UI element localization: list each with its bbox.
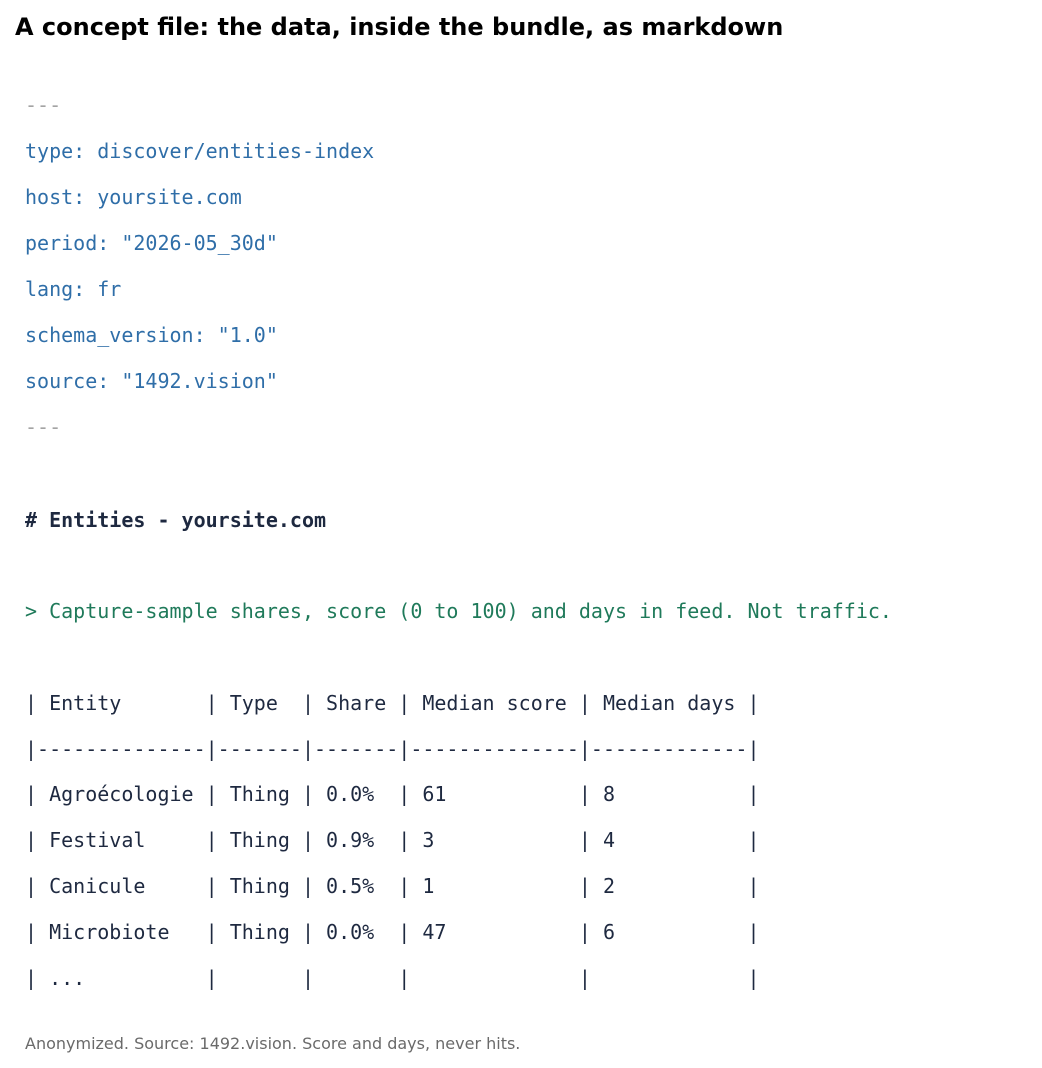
table-row: | Microbiote | Thing | 0.0% | 47 | 6 |: [25, 920, 760, 944]
frontmatter-host-line: host: yoursite.com: [25, 185, 242, 209]
markdown-blockquote: > Capture-sample shares, score (0 to 100) and days in feed. Not traffic.: [25, 599, 892, 623]
frontmatter-source-line: source: "1492.vision": [25, 369, 278, 393]
frontmatter-lang-line: lang: fr: [25, 277, 122, 301]
source-footnote: Anonymized. Source: 1492.vision. Score and days, never hits.: [25, 1034, 521, 1053]
frontmatter-close-delimiter: ---: [25, 415, 62, 439]
page-title: A concept file: the data, inside the bundle, as markdown: [15, 13, 784, 41]
table-row: | Canicule | Thing | 0.5% | 1 | 2 |: [25, 874, 760, 898]
frontmatter-period-line: period: "2026-05_30d": [25, 231, 278, 255]
frontmatter-open-delimiter: ---: [25, 93, 62, 117]
markdown-heading: # Entities - yoursite.com: [25, 508, 327, 532]
frontmatter-type-line: type: discover/entities-index: [25, 139, 375, 163]
frontmatter-schema-version-line: schema_version: "1.0": [25, 323, 278, 347]
table-header-row: | Entity | Type | Share | Median score | Median days |: [25, 691, 760, 715]
table-row: | Agroécologie | Thing | 0.0% | 61 | 8 |: [25, 782, 760, 806]
table-row: | Festival | Thing | 0.9% | 3 | 4 |: [25, 828, 760, 852]
table-row-ellipsis: | ... | | | | |: [25, 966, 760, 990]
table-separator-row: |--------------|-------|-------|--------------|-------------|: [25, 737, 760, 761]
